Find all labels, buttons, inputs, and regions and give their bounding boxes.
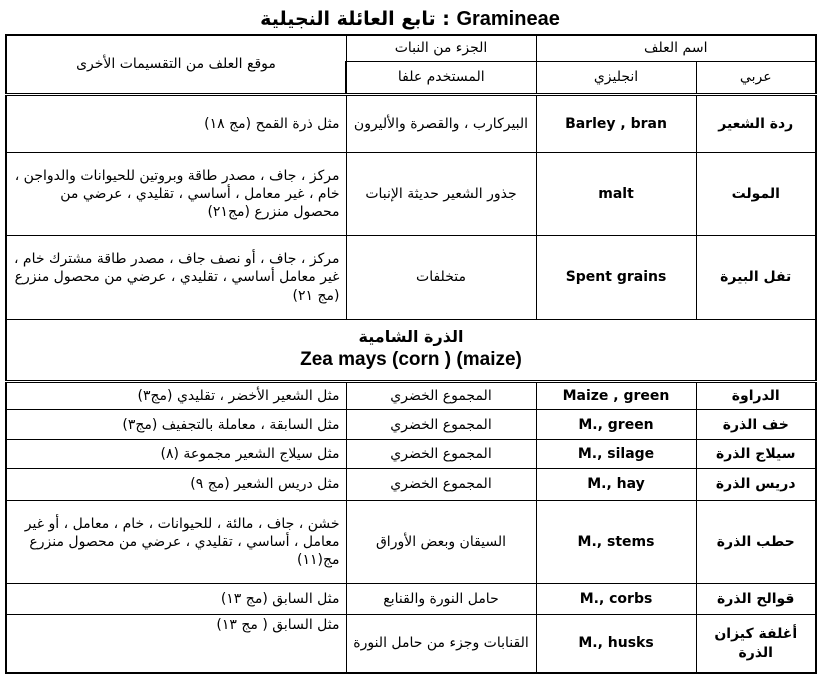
page-title xyxy=(0,4,820,34)
plant-part: المجموع الخضري xyxy=(346,440,536,469)
feed-arabic: الدراوة xyxy=(696,382,816,410)
table-row xyxy=(6,440,816,469)
feed-arabic: دريس الذرة xyxy=(696,469,816,500)
title-arabic: تابع العائلة النجيلية : xyxy=(260,8,450,30)
plant-part: متخلفات xyxy=(346,236,536,319)
plant-part: القنابات وجزء من حامل النورة xyxy=(346,615,536,673)
header-location: موقع العلف من التقسيمات الأخرى xyxy=(6,35,346,94)
feed-arabic: حطب الذرة xyxy=(696,500,816,583)
header-feed-name: اسم العلف xyxy=(536,35,816,61)
table-row xyxy=(6,615,816,673)
section-latin: Zea mays (corn ) (maize) xyxy=(300,348,522,370)
feed-english: M., corbs xyxy=(536,583,696,614)
feed-english: Maize , green xyxy=(536,382,696,410)
plant-part: السيقان وبعض الأوراق xyxy=(346,500,536,583)
feed-english: M., husks xyxy=(536,615,696,673)
feed-arabic: تفل البيرة xyxy=(696,236,816,319)
feed-arabic: قوالح الذرة xyxy=(696,583,816,614)
feed-english: Barley , bran xyxy=(536,94,696,152)
feed-english: Spent grains xyxy=(536,236,696,319)
plant-part: جذور الشعير حديثة الإنبات xyxy=(346,153,536,236)
feed-english: M., green xyxy=(536,410,696,440)
table-row xyxy=(6,94,816,152)
header-plant-part-top: الجزء من النبات xyxy=(346,35,536,61)
table-row xyxy=(6,469,816,500)
feed-location: مثل السابق (مج ١٣) xyxy=(6,583,346,614)
feed-english: M., silage xyxy=(536,440,696,469)
plant-part: البيركارب ، والقصرة والأليرون xyxy=(346,94,536,152)
section-arabic: الذرة الشامية xyxy=(358,327,464,347)
plant-part: المجموع الخضري xyxy=(346,382,536,410)
table-row xyxy=(6,500,816,583)
section-row xyxy=(6,319,816,381)
feed-location: مثل ذرة القمح (مج ١٨) xyxy=(6,94,346,152)
table-row xyxy=(6,236,816,319)
table-row xyxy=(6,583,816,614)
header-row-top xyxy=(6,35,816,61)
feed-arabic: ردة الشعير xyxy=(696,94,816,152)
feed-location: مثل سيلاج الشعير مجموعة (٨) xyxy=(6,440,346,469)
header-english: انجليزي xyxy=(536,61,696,94)
header-arabic: عربي xyxy=(696,61,816,94)
plant-part: المجموع الخضري xyxy=(346,469,536,500)
feed-location: مركز ، جاف ، مصدر طاقة وبروتين للحيوانات والدواجن ، خام ، غير معامل ، أساسي ، تقليدي ، عرضي من محصول منزرع (مج٢١) xyxy=(6,153,346,236)
feed-english: malt xyxy=(536,153,696,236)
feed-location: خشن ، جاف ، مالئة ، للحيوانات ، خام ، معامل ، أو غير معامل ، أساسي ، تقليدي ، عرضي من محصول منزرع مج(١١) xyxy=(6,500,346,583)
plant-part: المجموع الخضري xyxy=(346,410,536,440)
feed-location: مركز ، جاف ، أو نصف جاف ، مصدر طاقة مشترك خام ، غير معامل أساسي ، تقليدي ، عرضي من محصول منزرع (مج ٢١) xyxy=(6,236,346,319)
feed-location: مثل السابقة ، معاملة بالتجفيف (مج٣) xyxy=(6,410,346,440)
feed-english: M., stems xyxy=(536,500,696,583)
feed-arabic: خف الذرة xyxy=(696,410,816,440)
section-heading xyxy=(6,319,816,381)
table-row xyxy=(6,382,816,410)
table-row xyxy=(6,410,816,440)
feed-location: مثل دريس الشعير (مج ٩) xyxy=(6,469,346,500)
feed-location: مثل السابق ( مج ١٣) xyxy=(6,615,346,673)
feed-table xyxy=(5,34,817,674)
feed-arabic: سيلاج الذرة xyxy=(696,440,816,469)
feed-arabic: أغلفة كيزان الذرة xyxy=(696,615,816,673)
table-row xyxy=(6,153,816,236)
feed-location: مثل الشعير الأخضر ، تقليدي (مج٣) xyxy=(6,382,346,410)
title-latin: Gramineae xyxy=(456,8,560,30)
plant-part: حامل النورة والقنابع xyxy=(346,583,536,614)
feed-english: M., hay xyxy=(536,469,696,500)
header-plant-part-bottom: المستخدم علفا xyxy=(346,61,536,94)
feed-arabic: المولت xyxy=(696,153,816,236)
